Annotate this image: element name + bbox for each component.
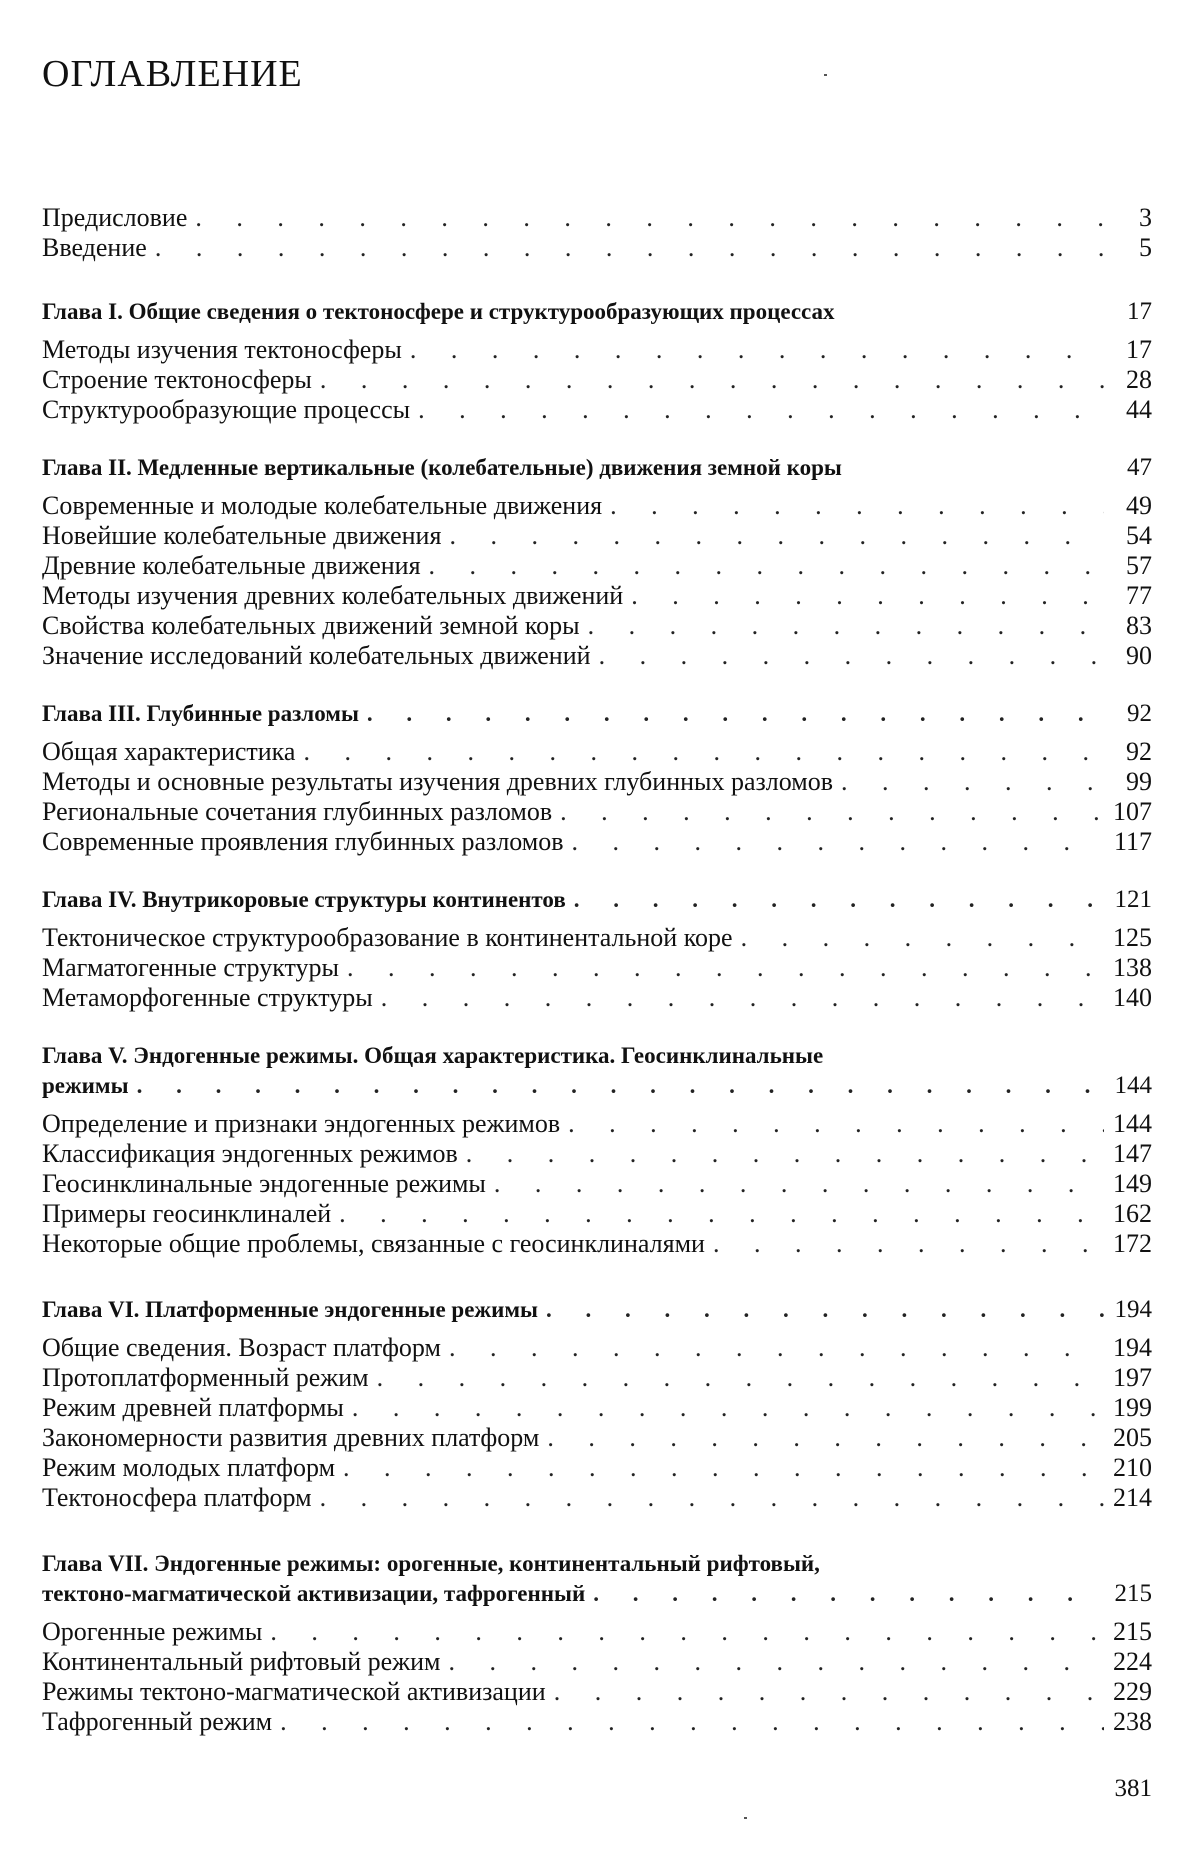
chapter-page: 144 — [1114, 1072, 1152, 1099]
entry-page: 215 — [1113, 1617, 1152, 1646]
dot-leader — [449, 521, 1104, 551]
entry-page: 83 — [1126, 611, 1152, 640]
entry-label: Континентальный рифтовый режим — [42, 1647, 441, 1676]
toc-entry[interactable] — [42, 1707, 1152, 1737]
entry-page: 117 — [1113, 827, 1152, 856]
entry-page: 54 — [1126, 521, 1152, 550]
dot-leader — [449, 1647, 1105, 1677]
dot-leader — [588, 611, 1104, 641]
page-title: ОГЛАВЛЕНИЕ — [42, 53, 303, 95]
entry-page: 138 — [1113, 953, 1152, 982]
toc-entry[interactable] — [42, 1199, 1152, 1229]
toc-entry[interactable] — [42, 581, 1152, 611]
toc-entry[interactable] — [42, 983, 1152, 1013]
entry-label: Классификация эндогенных режимов — [42, 1139, 458, 1168]
entry-label: Свойства колебательных движений земной коры — [42, 611, 580, 640]
entry-label: Магматогенные структуры — [42, 953, 339, 982]
toc-entry[interactable] — [42, 395, 1152, 425]
chapter-1 — [42, 297, 1152, 425]
toc-entry[interactable] — [42, 203, 1152, 233]
entry-page: 197 — [1113, 1363, 1152, 1392]
dot-leader — [352, 1393, 1104, 1423]
dot-leader — [841, 767, 1104, 797]
chapter-6 — [42, 1295, 1152, 1513]
chapter-title: Глава IV. Внутрикоровые структуры континентов — [42, 887, 566, 912]
toc-entry[interactable] — [42, 1647, 1152, 1677]
toc-entry[interactable] — [42, 767, 1152, 797]
toc-entry[interactable] — [42, 1363, 1152, 1393]
dot-leader — [381, 983, 1104, 1013]
chapter-4 — [42, 885, 1152, 1013]
chapter-title: Глава II. Медленные вертикальные (колебательные) движения земной коры — [42, 455, 842, 480]
chapter-heading[interactable] — [42, 1549, 1152, 1609]
chapter-title-line-2: режимы — [42, 1073, 129, 1098]
scan-speck — [824, 74, 827, 76]
dot-leader — [339, 1199, 1104, 1229]
entry-label: Режимы тектоно-магматической активизации — [42, 1677, 546, 1706]
scan-speck — [744, 1817, 747, 1819]
toc-entry[interactable] — [42, 827, 1152, 857]
chapter-heading[interactable] — [42, 297, 1152, 327]
dot-leader — [546, 1295, 1104, 1325]
dot-leader — [303, 737, 1104, 767]
entry-page: 147 — [1113, 1139, 1152, 1168]
toc-entry[interactable] — [42, 335, 1152, 365]
entry-page: 214 — [1113, 1483, 1152, 1512]
entry-page: 17 — [1126, 335, 1152, 364]
chapter-heading[interactable] — [42, 1295, 1152, 1325]
entry-label: Примеры геосинклиналей — [42, 1199, 332, 1228]
chapter-title: Глава III. Глубинные разломы — [42, 701, 359, 726]
dot-leader — [418, 395, 1104, 425]
dot-leader — [449, 1333, 1104, 1363]
chapter-heading[interactable] — [42, 1041, 1152, 1101]
entry-label: Методы и основные результаты изучения древних глубинных разломов — [42, 767, 834, 796]
dot-leader — [554, 1677, 1104, 1707]
toc-entry[interactable] — [42, 233, 1152, 263]
toc-entry[interactable] — [42, 1169, 1152, 1199]
dot-leader — [270, 1617, 1104, 1647]
entry-page: 210 — [1113, 1453, 1152, 1482]
toc-entry[interactable] — [42, 1229, 1152, 1259]
entry-label: Современные и молодые колебательные движения — [42, 491, 603, 520]
entry-page: 99 — [1126, 767, 1152, 796]
entry-label: Тектоносфера платформ — [42, 1483, 312, 1512]
toc-entry[interactable] — [42, 1453, 1152, 1483]
entry-label: Метаморфогенные структуры — [42, 983, 373, 1012]
entry-label: Общая характеристика — [42, 737, 296, 766]
entry-page: 238 — [1113, 1707, 1152, 1736]
entry-page: 149 — [1113, 1169, 1152, 1198]
entry-label: Тектоническое структурообразование в континентальной коре — [42, 923, 733, 952]
entry-page: 107 — [1113, 797, 1152, 826]
chapter-title: Глава VI. Платформенные эндогенные режимы — [42, 1297, 538, 1322]
chapter-page: 47 — [1127, 454, 1152, 481]
toc-entry[interactable] — [42, 365, 1152, 395]
entry-page: 224 — [1113, 1647, 1152, 1676]
toc-entry[interactable] — [42, 1139, 1152, 1169]
toc-entry[interactable] — [42, 641, 1152, 671]
toc-entry[interactable] — [42, 1423, 1152, 1453]
toc-entry[interactable] — [42, 737, 1152, 767]
dot-leader — [713, 1229, 1104, 1259]
dot-leader — [560, 797, 1104, 827]
front-matter — [42, 203, 1152, 263]
dot-leader — [547, 1423, 1104, 1453]
dot-leader — [155, 233, 1104, 263]
chapter-3 — [42, 699, 1152, 857]
entry-label: Строение тектоносферы — [42, 365, 312, 394]
toc-entry[interactable] — [42, 611, 1152, 641]
chapter-title-line-1: Глава VII. Эндогенные режимы: орогенные, континентальный рифтовый, — [42, 1551, 820, 1576]
toc-entry[interactable] — [42, 491, 1152, 521]
chapter-page: 215 — [1114, 1580, 1152, 1607]
dot-leader — [741, 923, 1104, 953]
chapter-5 — [42, 1041, 1152, 1259]
chapter-2 — [42, 453, 1152, 671]
chapter-heading[interactable] — [42, 453, 1152, 483]
entry-label: Определение и признаки эндогенных режимов — [42, 1109, 561, 1138]
dot-leader — [610, 491, 1104, 521]
entry-page: 28 — [1126, 365, 1152, 394]
dot-leader — [631, 581, 1104, 611]
entry-page: 92 — [1126, 737, 1152, 766]
toc-entry[interactable] — [42, 1333, 1152, 1363]
entry-page: 205 — [1113, 1423, 1152, 1452]
toc-entry[interactable] — [42, 551, 1152, 581]
entry-label: Новейшие колебательные движения — [42, 521, 442, 550]
dot-leader — [572, 827, 1104, 857]
dot-leader — [593, 1579, 1104, 1609]
entry-label: Общие сведения. Возраст платформ — [42, 1333, 441, 1362]
chapter-title-line-2: тектоно-магматической активизации, тафрогенный — [42, 1581, 586, 1606]
entry-label: Введение — [42, 233, 147, 262]
chapter-page: 17 — [1127, 298, 1152, 325]
table-of-contents — [42, 203, 1152, 1751]
entry-label: Значение исследований колебательных движений — [42, 641, 591, 670]
dot-leader — [599, 641, 1104, 671]
toc-entry[interactable] — [42, 923, 1152, 953]
entry-label: Орогенные режимы — [42, 1617, 263, 1646]
toc-entry[interactable] — [42, 1483, 1152, 1513]
entry-page: 3 — [1139, 203, 1152, 232]
entry-label: Закономерности развития древних платформ — [42, 1423, 540, 1452]
toc-entry[interactable] — [42, 1617, 1152, 1647]
entry-page: 144 — [1113, 1109, 1152, 1138]
dot-leader — [568, 1109, 1104, 1139]
dot-leader — [574, 885, 1104, 915]
toc-entry[interactable] — [42, 1677, 1152, 1707]
entry-page: 199 — [1113, 1393, 1152, 1422]
entry-label: Протоплатформенный режим — [42, 1363, 369, 1392]
chapter-title: Глава I. Общие сведения о тектоносфере и структурообразующих процессах — [42, 299, 835, 324]
dot-leader — [320, 1483, 1104, 1513]
chapter-heading[interactable] — [42, 699, 1152, 729]
chapter-page: 92 — [1127, 700, 1152, 727]
entry-label: Методы изучения древних колебательных движений — [42, 581, 624, 610]
entry-page: 77 — [1126, 581, 1152, 610]
dot-leader — [410, 335, 1104, 365]
chapter-page: 121 — [1114, 886, 1152, 913]
entry-label: Региональные сочетания глубинных разломов — [42, 797, 553, 826]
dot-leader — [320, 365, 1104, 395]
dot-leader — [280, 1707, 1104, 1737]
entry-label: Современные проявления глубинных разломов — [42, 827, 564, 856]
chapter-7 — [42, 1549, 1152, 1737]
entry-page: 125 — [1113, 923, 1152, 952]
dot-leader — [343, 1453, 1104, 1483]
dot-leader — [347, 953, 1104, 983]
dot-leader — [195, 203, 1104, 233]
dot-leader — [494, 1169, 1104, 1199]
toc-entry[interactable] — [42, 1109, 1152, 1139]
dot-leader — [377, 1363, 1104, 1393]
toc-entry[interactable] — [42, 521, 1152, 551]
toc-entry[interactable] — [42, 953, 1152, 983]
entry-page: 44 — [1126, 395, 1152, 424]
entry-page: 5 — [1139, 233, 1152, 262]
dot-leader — [367, 699, 1104, 729]
entry-page: 194 — [1113, 1333, 1152, 1362]
dot-leader — [429, 551, 1104, 581]
entry-label: Тафрогенный режим — [42, 1707, 273, 1736]
entry-label: Древние колебательные движения — [42, 551, 421, 580]
entry-page: 229 — [1113, 1677, 1152, 1706]
chapter-title-line-1: Глава V. Эндогенные режимы. Общая характеристика. Геосинклинальные — [42, 1043, 824, 1068]
entry-label: Предисловие — [42, 203, 188, 232]
entry-label: Некоторые общие проблемы, связанные с геосинклиналями — [42, 1229, 705, 1258]
entry-label: Геосинклинальные эндогенные режимы — [42, 1169, 486, 1198]
entry-label: Структурообразующие процессы — [42, 395, 411, 424]
chapter-page: 194 — [1114, 1296, 1152, 1323]
entry-page: 172 — [1113, 1229, 1152, 1258]
entry-page: 49 — [1126, 491, 1152, 520]
entry-label: Режим молодых платформ — [42, 1453, 336, 1482]
entry-label: Методы изучения тектоносферы — [42, 335, 402, 364]
entry-page: 90 — [1126, 641, 1152, 670]
toc-entry[interactable] — [42, 797, 1152, 827]
toc-entry[interactable] — [42, 1393, 1152, 1423]
entry-page: 57 — [1126, 551, 1152, 580]
entry-page: 140 — [1113, 983, 1152, 1012]
entry-page: 162 — [1113, 1199, 1152, 1228]
entry-label: Режим древней платформы — [42, 1393, 344, 1422]
dot-leader — [466, 1139, 1104, 1169]
page-number: 381 — [1114, 1775, 1152, 1802]
dot-leader — [137, 1071, 1104, 1101]
chapter-heading[interactable] — [42, 885, 1152, 915]
